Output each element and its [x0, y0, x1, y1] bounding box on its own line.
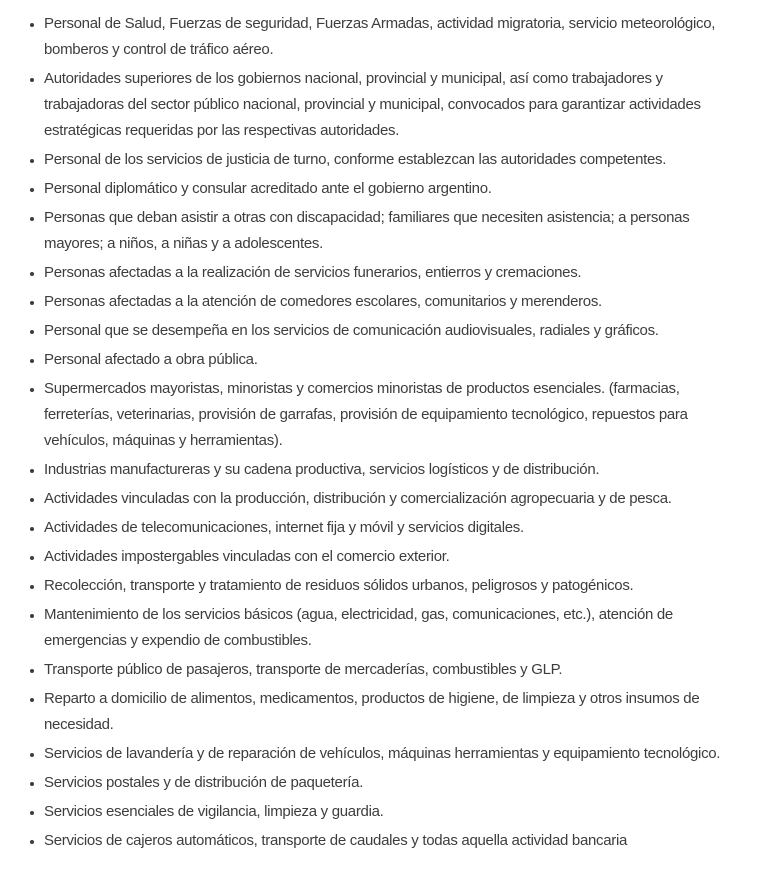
list-item: • Actividades vinculadas con la producción, distribución y comercialización agropecuaria y de pesca. — [44, 486, 734, 512]
list-item: • Supermercados mayoristas, minoristas y comercios minoristas de productos esenciales. (farmacias, ferreterías, veterinarias, provisión de garrafas, provisión de equipamiento tecnológico, repuestos para vehículos, máquinas y herramientas). — [44, 376, 734, 454]
list-item: • Personal afectado a obra pública. — [44, 347, 734, 373]
list-item: • Personas afectadas a la realización de servicios funerarios, entierros y cremaciones. — [44, 260, 734, 286]
list-item: • Autoridades superiores de los gobiernos nacional, provincial y municipal, así como trabajadores y trabajadoras del sector público nacional, provincial y municipal, convocados para garantizar actividades estratégicas requeridas por las respectivas autoridades. — [44, 66, 734, 144]
list-item: • Recolección, transporte y tratamiento de residuos sólidos urbanos, peligrosos y patogénicos. — [44, 573, 734, 599]
list-item: • Mantenimiento de los servicios básicos (agua, electricidad, gas, comunicaciones, etc.), atención de emergencias y expendio de combustibles. — [44, 602, 734, 654]
list-item: • Personal de los servicios de justicia de turno, conforme establezcan las autoridades competentes. — [44, 147, 734, 173]
list-item: • Personal diplomático y consular acreditado ante el gobierno argentino. — [44, 176, 734, 202]
list-item: • Industrias manufactureras y su cadena productiva, servicios logísticos y de distribución. — [44, 457, 734, 483]
list-item: • Servicios de cajeros automáticos, transporte de caudales y todas aquella actividad bancaria — [44, 828, 734, 854]
list-item: • Personal que se desempeña en los servicios de comunicación audiovisuales, radiales y gráficos. — [44, 318, 734, 344]
list-item: • Personas afectadas a la atención de comedores escolares, comunitarios y merenderos. — [44, 289, 734, 315]
list-item: • Actividades de telecomunicaciones, internet fija y móvil y servicios digitales. — [44, 515, 734, 541]
list-item: • Actividades impostergables vinculadas con el comercio exterior. — [44, 544, 734, 570]
list-item: • Transporte público de pasajeros, transporte de mercaderías, combustibles y GLP. — [44, 657, 734, 683]
list-item: • Personas que deban asistir a otras con discapacidad; familiares que necesiten asistencia; a personas mayores; a niños, a niñas y a adolescentes. — [44, 205, 734, 257]
essential-activities-list — [0, 11, 764, 854]
list-item: • Servicios postales y de distribución de paquetería. — [44, 770, 734, 796]
list-item: • Servicios de lavandería y de reparación de vehículos, máquinas herramientas y equipamiento tecnológico. — [44, 741, 734, 767]
list-item: • Reparto a domicilio de alimentos, medicamentos, productos de higiene, de limpieza y otros insumos de necesidad. — [44, 686, 734, 738]
list-item: • Personal de Salud, Fuerzas de seguridad, Fuerzas Armadas, actividad migratoria, servicio meteorológico, bomberos y control de tráfico aéreo. — [44, 11, 734, 63]
list-item: • Servicios esenciales de vigilancia, limpieza y guardia. — [44, 799, 734, 825]
